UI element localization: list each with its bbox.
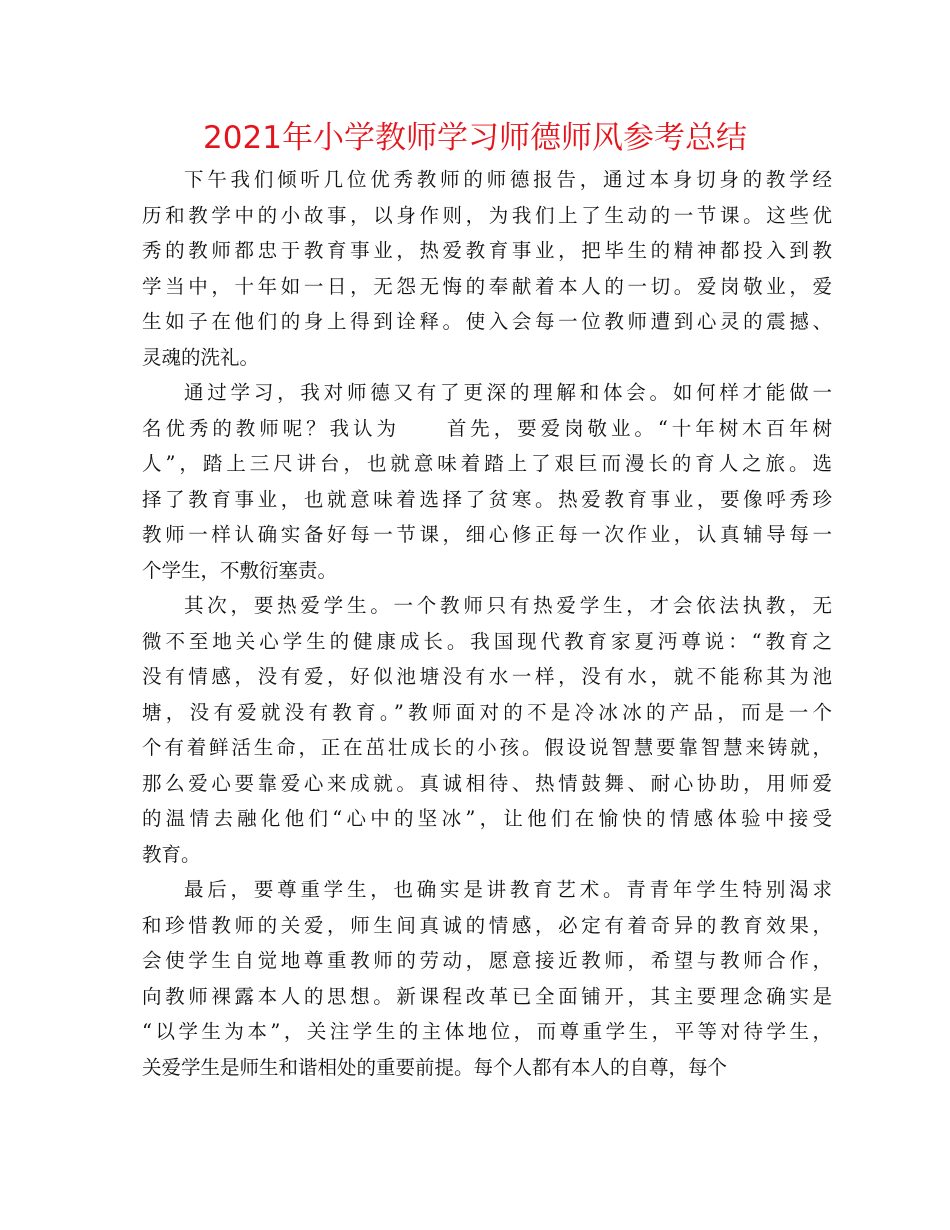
text-line: 择了教育事业，也就意味着选择了贫寒。热爱教育事业，要像呼秀珍 bbox=[142, 487, 832, 511]
text-line: 通过学习，我对师德又有了更深的理解和体会。如何样才能做一 bbox=[184, 381, 832, 404]
text-line: 秀的教师都忠于教育事业，热爱教育事业，把毕生的精神都投入到教 bbox=[142, 239, 832, 262]
text-line: 塘，没有爱就没有教育。”教师面对的不是冷冰冰的产品，而是一个 bbox=[142, 700, 832, 724]
text-line: 灵魂的洗礼。 bbox=[142, 345, 260, 369]
text-line: 的温情去融化他们“心中的坚冰”，让他们在愉快的情感体验中接受 bbox=[142, 807, 832, 830]
paragraph bbox=[142, 872, 832, 1085]
text-line: 下午我们倾听几位优秀教师的师德报告，通过本身切身的教学经 bbox=[184, 168, 832, 191]
paragraph bbox=[142, 162, 832, 375]
paragraph bbox=[142, 588, 832, 872]
text-line: 教育。 bbox=[142, 842, 201, 866]
text-line: 个学生，不敷衍塞责。 bbox=[142, 558, 338, 582]
text-line: 没有情感，没有爱，好似池塘没有水一样，没有水，就不能称其为池 bbox=[142, 665, 832, 688]
text-line: 其次，要热爱学生。一个教师只有热爱学生，才会依法执教，无 bbox=[184, 594, 832, 617]
text-line: 名优秀的教师呢？我认为 首先，要爱岗敬业。“十年树木百年树 bbox=[142, 416, 832, 440]
text-line: 关爱学生是师生和谐相处的重要前提。每个人都有本人的自尊，每个 bbox=[142, 1055, 728, 1079]
text-line: 生如子在他们的身上得到诠释。使入会每一位教师遭到心灵的震撼、 bbox=[142, 310, 832, 333]
paragraph bbox=[142, 375, 832, 588]
text-line: 向教师裸露本人的思想。新课程改革已全面铺开，其主要理念确实是 bbox=[142, 984, 832, 1008]
text-line: 学当中，十年如一日，无怨无悔的奉献着本人的一切。爱岗敬业，爱 bbox=[142, 274, 832, 298]
text-line: 教师一样认确实备好每一节课，细心修正每一次作业，认真辅导每一 bbox=[142, 523, 832, 546]
text-line: 会使学生自觉地尊重教师的劳动，愿意接近教师，希望与教师合作， bbox=[142, 949, 832, 972]
text-line: 历和教学中的小故事，以身作则，为我们上了生动的一节课。这些优 bbox=[142, 203, 832, 227]
text-line: 最后，要尊重学生，也确实是讲教育艺术。青青年学生特别渴求 bbox=[184, 878, 832, 901]
text-line: 那么爱心要靠爱心来成就。真诚相待、热情鼓舞、耐心协助，用师爱 bbox=[142, 771, 832, 795]
text-line: 人”，踏上三尺讲台，也就意味着踏上了艰巨而漫长的育人之旅。选 bbox=[142, 452, 832, 475]
text-line: 微不至地关心学生的健康成长。我国现代教育家夏沔尊说：“教育之 bbox=[142, 629, 832, 653]
text-line: 和珍惜教师的关爱，师生间真诚的情感，必定有着奇异的教育效果， bbox=[142, 913, 832, 937]
document-title: 2021年小学教师学习师德师风参考总结 bbox=[203, 120, 747, 156]
document-body bbox=[142, 162, 832, 1085]
text-line: “以学生为本”，关注学生的主体地位，而尊重学生，平等对待学生， bbox=[142, 1020, 832, 1043]
text-line: 个有着鲜活生命，正在茁壮成长的小孩。假设说智慧要靠智慧来铸就， bbox=[142, 736, 832, 759]
